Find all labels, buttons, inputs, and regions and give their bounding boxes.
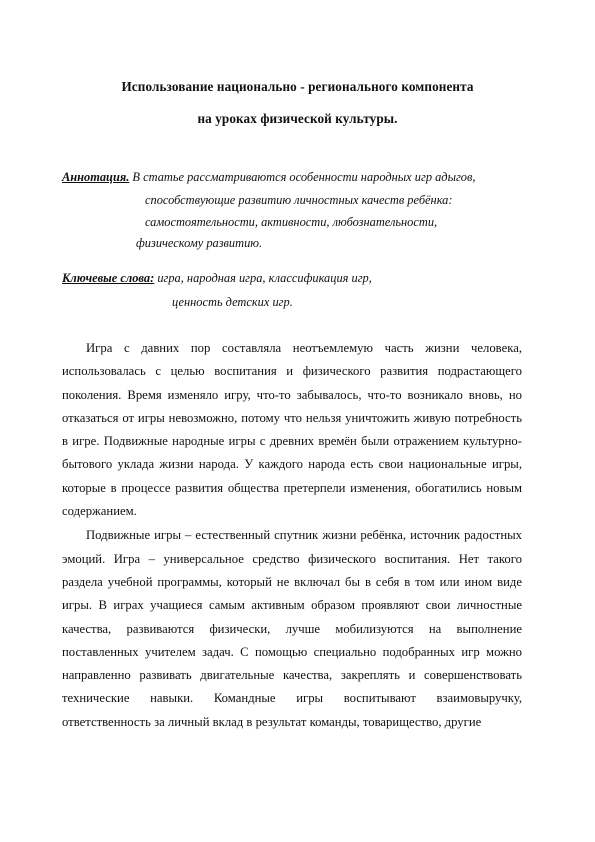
- paragraph-2: Подвижные игры – естественный спутник жизни ребёнка, источник радостных эмоций. Игра – универсальное средство физического воспитания. Нет такого раздела учебной программы, который не включал бы в себя в том или ином виде игры. В играх учащиеся самым активным образом проявляют свои личностные качества, развиваются физически, лучше мобилизуются на выполнение поставленных учителем задач. С помощью специально подобранных игр можно направленно развивать двигательные качества, закреплять и совершенствовать технические навыки. Командные игры воспитывают взаимовыручку, ответственность за личный вклад в результат команды, товарищество, другие: [62, 528, 522, 729]
- annotation-label: Аннотация.: [62, 170, 130, 184]
- document-title-line-2: на уроках физической культуры.: [197, 111, 398, 126]
- annotation-line-3: самостоятельности, активности, любознательности,: [145, 215, 438, 229]
- annotation-line-2: способствующие развитию личностных качеств ребёнка:: [145, 193, 453, 207]
- keywords-line-1: [62, 271, 372, 286]
- annotation-line-4: физическому развитию.: [136, 236, 263, 250]
- keywords-label: Ключевые слова:: [62, 271, 155, 285]
- document-title-line-1: Использование национально - регионального компонента: [121, 79, 474, 94]
- body-text: [62, 337, 522, 734]
- annotation-line-1: [62, 170, 475, 185]
- paragraph-1: Игра с давних пор составляла неотъемлемую часть жизни человека, использовалась с целью воспитания и физического развития подрастающего поколения. Время изменяло игру, что-то забывалось, что-то возникало вновь, но отказаться от игры невозможно, потому что нельзя уничтожить живую потребность в игре. Подвижные народные игры с древних времён были отражением культурно-бытового уклада жизни народа. У каждого народа есть свои национальные игры, которые в процессе развития общества претерпели изменения, обогатились новым содержанием.: [62, 341, 522, 519]
- keywords-line-2: ценность детских игр.: [172, 295, 293, 309]
- keywords-text-1: игра, народная игра, классификация игр,: [154, 271, 372, 285]
- annotation-text-1: В статье рассматриваются особенности народных игр адыгов,: [129, 170, 476, 184]
